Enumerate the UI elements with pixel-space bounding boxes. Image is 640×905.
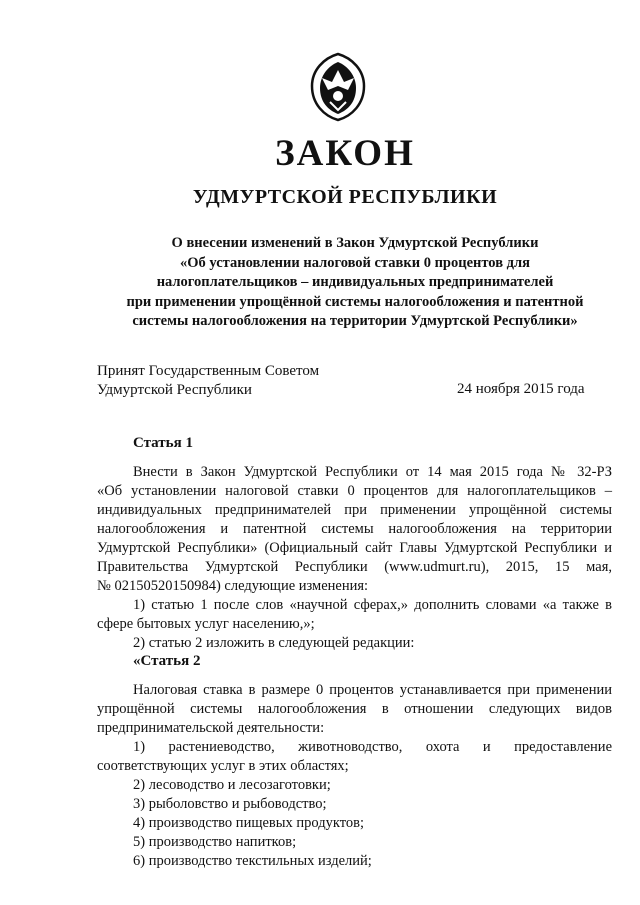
adopted-by: [97, 362, 319, 400]
list-item: 3) рыболовство и рыбоводство;: [133, 796, 327, 812]
law-subtitle: УДМУРТСКОЙ РЕСПУБЛИКИ: [192, 186, 498, 208]
body-line: Внести в Закон Удмуртской Республики от 14 мая 2015 года № 32-РЗ: [133, 464, 612, 480]
amendment-title: [95, 234, 615, 332]
body-line: соответствующих услуг в этих областях;: [97, 758, 349, 774]
amendment-title-line: «Об установлении налоговой ставки 0 процентов для: [180, 254, 530, 271]
adopted-line: Удмуртской Республики: [97, 382, 252, 398]
amendment-title-line: системы налогообложения на территории Удмуртской Республики»: [132, 313, 578, 329]
amendment-title-line: при применении упрощённой системы налогообложения и патентной: [126, 293, 584, 310]
list-item: 2) лесоводство и лесозаготовки;: [133, 777, 331, 793]
body-line: Правительства Удмуртской Республики (www.udmurt.ru), 2015, 15 мая,: [97, 559, 612, 575]
law-title: ЗАКОН: [275, 133, 415, 174]
amendment-title-line: налогоплательщиков – индивидуальных предпринимателей: [156, 274, 554, 290]
amendment-title-line: О внесении изменений в Закон Удмуртской Республики: [171, 235, 539, 251]
body-line: упрощённой системы налогообложения в отношении следующих видов: [97, 701, 612, 717]
body-line: 2) статью 2 изложить в следующей редакции:: [133, 635, 415, 651]
body-line: предпринимательской деятельности:: [97, 720, 325, 736]
udmurt-coat-of-arms-icon: [308, 52, 368, 122]
adoption-date: 24 ноября 2015 года: [457, 381, 585, 397]
adopted-line: Принят Государственным Советом: [97, 363, 320, 379]
body-line: «Об установлении налоговой ставки 0 процентов для налогоплательщиков –: [97, 483, 612, 499]
list-item: 6) производство текстильных изделий;: [133, 853, 372, 869]
body-line: налогообложения и патентной системы налогообложения на территории: [97, 521, 612, 537]
list-item: 5) производство напитков;: [133, 834, 297, 850]
body-line: № 02150520150984) следующие изменения:: [97, 578, 369, 594]
body-line: Удмуртской Республики» (Официальный сайт Главы Удмуртской Республики и: [97, 540, 612, 556]
body-line: Налоговая ставка в размере 0 процентов устанавливается при применении: [133, 682, 612, 698]
article-1-heading: Статья 1: [133, 435, 193, 451]
body-line: сфере бытовых услуг населению,»;: [97, 616, 315, 632]
body-line: 1) растениеводство, животноводство, охота и предоставление: [133, 739, 612, 755]
body-line: индивидуальных предпринимателей при применении упрощённой системы: [97, 502, 612, 518]
article-2-heading: «Статья 2: [133, 653, 201, 669]
list-item: 4) производство пищевых продуктов;: [133, 815, 364, 831]
body-line: 1) статью 1 после слов «научной сферах,» дополнить словами «а также в: [133, 597, 612, 613]
